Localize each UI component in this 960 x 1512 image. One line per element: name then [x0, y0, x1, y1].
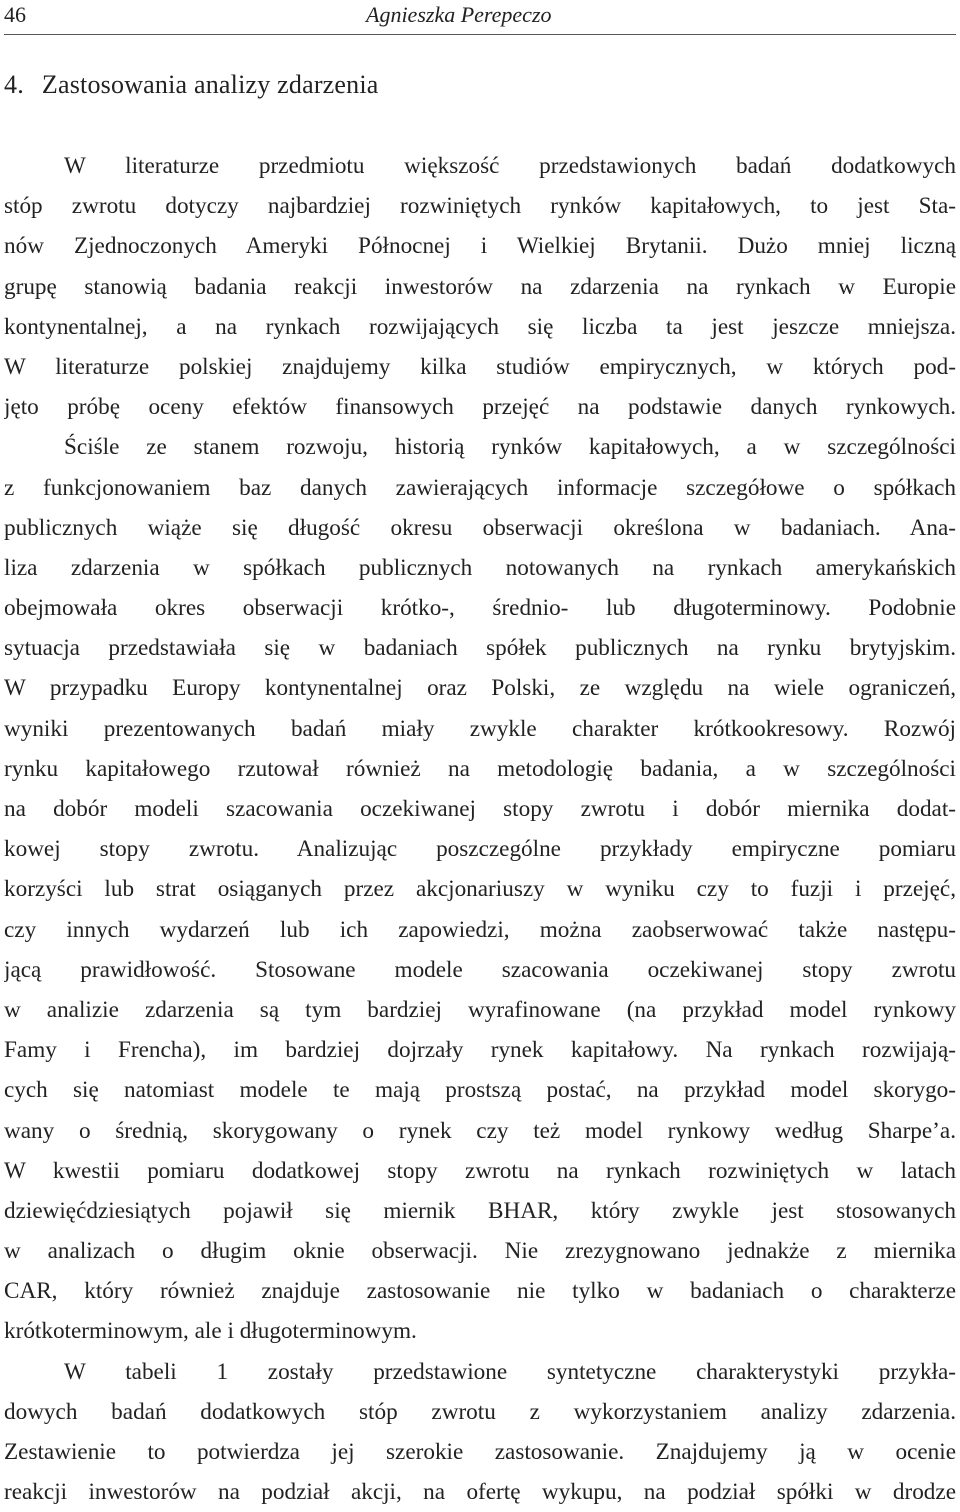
text-line: CAR, który również znajduje zastosowanie nie tylko w badaniach o charakterze: [4, 1278, 956, 1305]
text-line: jęto próbę oceny efektów finansowych przejęć na podstawie danych rynkowych.: [4, 394, 956, 421]
text-line: stóp zwrotu dotyczy najbardziej rozwiniętych rynków kapitałowych, to jest Sta-: [4, 193, 956, 220]
text-line: korzyści lub strat osiąganych przez akcjonariuszy w wyniku czy to fuzji i przejęć,: [4, 876, 956, 903]
section-title: Zastosowania analizy zdarzenia: [41, 70, 379, 99]
running-header: [4, 2, 956, 35]
text-line: Famy i Frencha), im bardziej dojrzały rynek kapitałowy. Na rynkach rozwijają-: [4, 1037, 956, 1064]
page-number: 46: [4, 2, 26, 27]
section-number: 4.: [4, 70, 24, 99]
text-line: kontynentalnej, a na rynkach rozwijających się liczba ta jest jeszcze mniejsza.: [4, 313, 956, 340]
text-line: czy innych wydarzeń lub ich zapowiedzi, można zaobserwować także następu-: [4, 916, 956, 943]
text-line: cych się natomiast modele te mają prostszą postać, na przykład model skorygo-: [4, 1077, 956, 1104]
text-line: wyniki prezentowanych badań miały zwykle charakter krótkookresowy. Rozwój: [4, 715, 956, 742]
text-line: W kwestii pomiaru dodatkowej stopy zwrotu na rynkach rozwiniętych w latach: [4, 1157, 956, 1184]
text-line: W tabeli 1 zostały przedstawione syntetyczne charakterystyki przykła-: [64, 1358, 956, 1385]
text-line: grupę stanowią badania reakcji inwestorów na zdarzenia na rynkach w Europie: [4, 273, 956, 300]
header-author: Agnieszka Perepeczo: [366, 2, 552, 27]
text-line: jącą prawidłowość. Stosowane modele szacowania oczekiwanej stopy zwrotu: [4, 956, 956, 983]
text-line: na dobór modeli szacowania oczekiwanej stopy zwrotu i dobór miernika dodat-: [4, 796, 956, 822]
text-line: W przypadku Europy kontynentalnej oraz Polski, ze względu na wiele ograniczeń,: [4, 675, 956, 702]
text-line: reakcji inwestorów na podział akcji, na ofertę wykupu, na podział spółki w drodze: [4, 1479, 956, 1506]
text-line: W literaturze polskiej znajdujemy kilka studiów empirycznych, w których pod-: [4, 353, 956, 380]
text-line: z funkcjonowaniem baz danych zawierających informacje szczegółowe o spółkach: [4, 474, 956, 501]
text-line: publicznych wiąże się długość okresu obserwacji określona w badaniach. Ana-: [4, 514, 956, 541]
text-line: liza zdarzenia w spółkach publicznych notowanych na rynkach amerykańskich: [4, 554, 956, 581]
text-line: w analizach o długim oknie obserwacji. Nie zrezygnowano jednakże z miernika: [4, 1238, 956, 1265]
text-line: nów Zjednoczonych Ameryki Północnej i Wielkiej Brytanii. Dużo mniej liczną: [4, 233, 956, 260]
section-heading: [4, 70, 379, 100]
text-line: krótkoterminowym, ale i długoterminowym.: [4, 1318, 417, 1345]
text-line: dziewięćdziesiątych pojawił się miernik BHAR, który zwykle jest stosowanych: [4, 1197, 956, 1224]
text-line: Zestawienie to potwierdza jej szerokie zastosowanie. Znajdujemy ją w ocenie: [4, 1439, 956, 1465]
text-line: dowych badań dodatkowych stóp zwrotu z wykorzystaniem analizy zdarzenia.: [4, 1398, 956, 1425]
text-line: rynku kapitałowego rzutował również na metodologię badania, a w szczególności: [4, 755, 956, 782]
text-line: w analizie zdarzenia są tym bardziej wyrafinowane (na przykład model rynkowy: [4, 996, 956, 1023]
text-line: obejmowała okres obserwacji krótko-, średnio- lub długoterminowy. Podobnie: [4, 595, 956, 622]
text-line: sytuacja przedstawiała się w badaniach spółek publicznych na rynku brytyjskim.: [4, 635, 956, 662]
body-text: [4, 146, 956, 1512]
text-line: Ściśle ze stanem rozwoju, historią rynków kapitałowych, a w szczególności: [64, 434, 956, 461]
text-line: W literaturze przedmiotu większość przedstawionych badań dodatkowych: [64, 153, 956, 179]
text-line: kowej stopy zwrotu. Analizując poszczególne przykłady empiryczne pomiaru: [4, 836, 956, 863]
text-line: wany o średnią, skorygowany o rynek czy też model rynkowy według Sharpe’a.: [4, 1117, 956, 1144]
